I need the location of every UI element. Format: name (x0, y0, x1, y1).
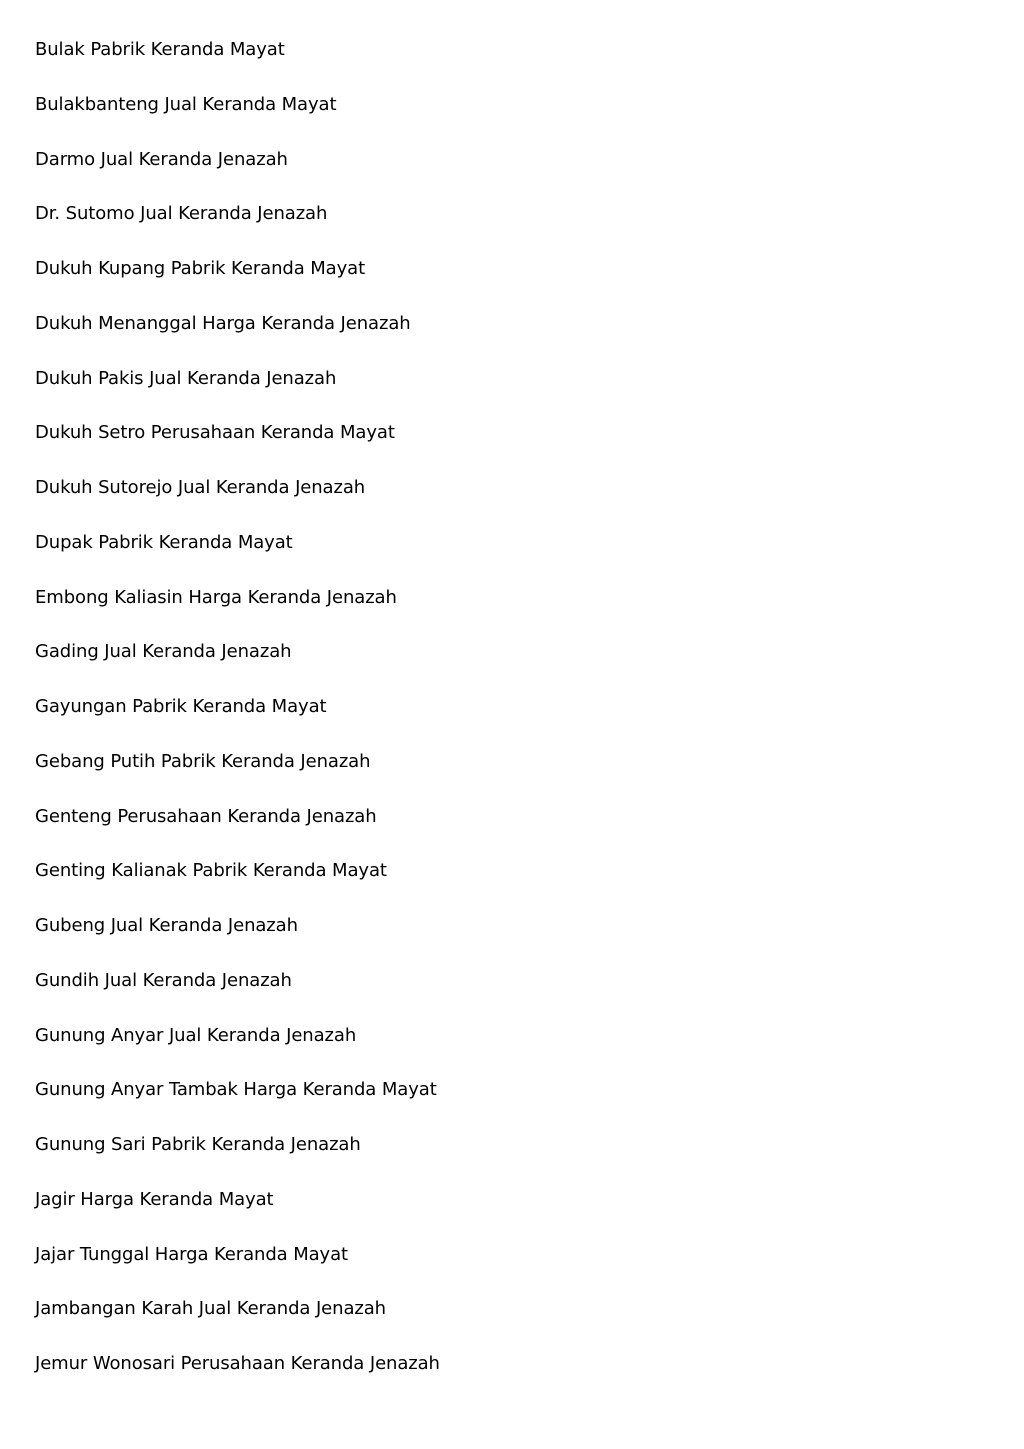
list-item: Gubeng Jual Keranda Jenazah (35, 915, 298, 936)
list-item: Gunung Sari Pabrik Keranda Jenazah (35, 1134, 361, 1155)
location-list (35, 36, 440, 1405)
list-item: Dukuh Sutorejo Jual Keranda Jenazah (35, 477, 366, 498)
list-item: Gebang Putih Pabrik Keranda Jenazah (35, 750, 371, 772)
list-item: Gunung Anyar Jual Keranda Jenazah (35, 1024, 357, 1046)
list-item: Genting Kalianak Pabrik Keranda Mayat (35, 860, 387, 882)
list-item: Bulakbanteng Jual Keranda Mayat (35, 93, 337, 115)
list-item: Dukuh Menanggal Harga Keranda Jenazah (35, 312, 411, 334)
list-item: Dukuh Kupang Pabrik Keranda Mayat (35, 258, 366, 279)
list-item: Dukuh Pakis Jual Keranda Jenazah (35, 367, 337, 389)
list-item: Embong Kaliasin Harga Keranda Jenazah (35, 586, 397, 608)
list-item: Genteng Perusahaan Keranda Jenazah (35, 805, 377, 827)
list-item: Jagir Harga Keranda Mayat (35, 1188, 274, 1210)
list-item: Jambangan Karah Jual Keranda Jenazah (35, 1298, 386, 1320)
list-item: Jajar Tunggal Harga Keranda Mayat (35, 1243, 349, 1265)
list-item: Gading Jual Keranda Jenazah (35, 641, 292, 663)
list-item: Gayungan Pabrik Keranda Mayat (35, 696, 327, 717)
list-item: Bulak Pabrik Keranda Mayat (35, 39, 285, 60)
list-item: Gundih Jual Keranda Jenazah (35, 969, 292, 991)
list-item: Dukuh Setro Perusahaan Keranda Mayat (35, 422, 395, 444)
list-item: Dr. Sutomo Jual Keranda Jenazah (35, 203, 328, 225)
list-item: Dupak Pabrik Keranda Mayat (35, 531, 293, 553)
list-item: Gunung Anyar Tambak Harga Keranda Mayat (35, 1079, 437, 1101)
list-item: Jemur Wonosari Perusahaan Keranda Jenazah (35, 1353, 440, 1374)
list-item: Darmo Jual Keranda Jenazah (35, 148, 288, 170)
